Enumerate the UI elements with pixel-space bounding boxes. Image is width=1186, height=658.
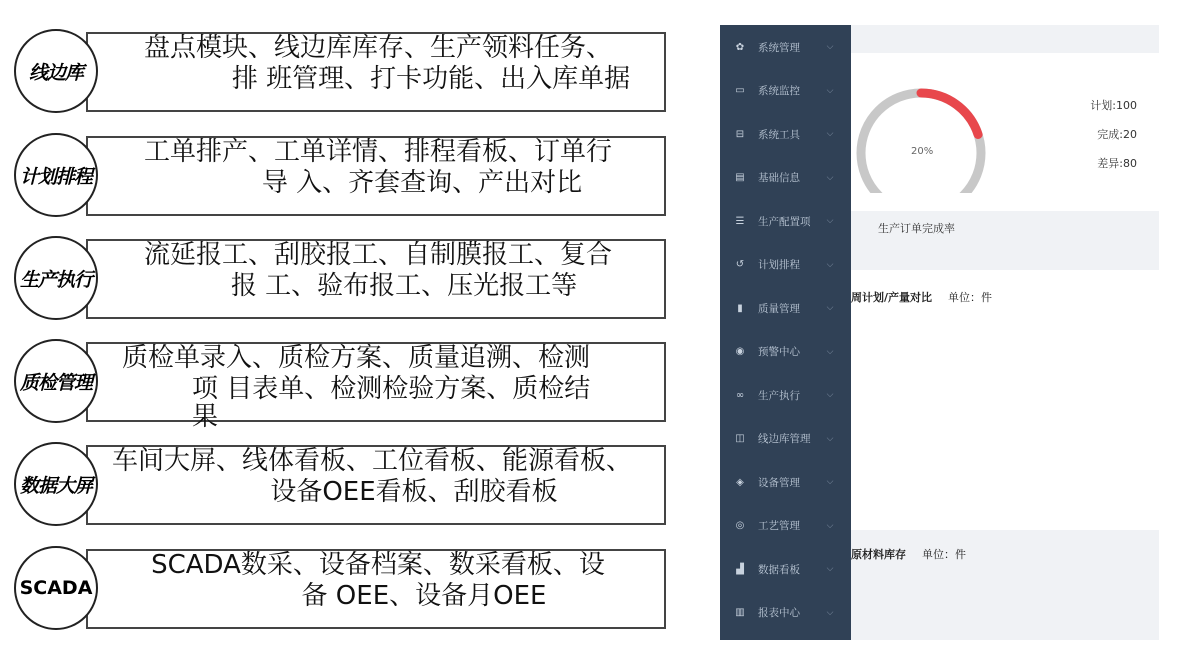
toolbox-icon: ⊟ <box>735 128 745 140</box>
weekly-unit: 单位：件 <box>948 291 993 304</box>
sidebar-item-system-management[interactable] <box>720 25 851 69</box>
module-description <box>98 343 682 433</box>
module-desc-line: 车间大屏、线体看板、工位看板、能源看板、 <box>111 446 632 476</box>
module-production-execution <box>14 234 656 320</box>
sidebar-item-label: 报表中心 <box>758 607 800 619</box>
stat-plan: 计划:100 <box>1090 99 1137 112</box>
sidebar-item-label: 生产执行 <box>758 389 800 402</box>
chevron-down-icon: ⌵ <box>826 433 834 444</box>
document-icon: ▤ <box>735 172 745 183</box>
module-data-screen <box>14 440 656 526</box>
book-icon: ◫ <box>735 433 745 444</box>
completion-panel <box>851 53 1159 235</box>
material-title <box>851 546 966 562</box>
sidebar-item-label: 系统管理 <box>758 41 800 54</box>
donut-caption: 生产订单完成率 <box>878 222 955 235</box>
sidebar-item-label: 预警中心 <box>758 346 800 358</box>
chevron-down-icon: ⌵ <box>826 477 834 487</box>
chevron-down-icon: ⌵ <box>826 607 834 618</box>
module-name: 计划排程 <box>19 165 92 188</box>
module-badge <box>14 339 98 423</box>
module-description <box>98 33 658 95</box>
sidebar-item-label: 设备管理 <box>758 476 800 489</box>
module-description <box>92 446 652 508</box>
module-desc-line: 果 <box>192 402 219 432</box>
sidebar-item-production-execution[interactable] <box>720 373 851 417</box>
sidebar-item-label: 基础信息 <box>758 172 800 184</box>
donut-chart <box>851 53 991 193</box>
module-name: 线边库 <box>28 61 83 84</box>
module-badge <box>14 133 98 217</box>
main-content <box>851 25 1159 640</box>
file-icon: ▮ <box>737 302 743 314</box>
sidebar-item-label: 系统监控 <box>758 85 800 97</box>
bar-chart-icon: ▟ <box>736 563 744 575</box>
sidebar-item-label: 数据看板 <box>758 563 800 576</box>
module-desc-line: 备 OEE、设备月OEE <box>301 581 547 611</box>
sidebar-item-label: 工艺管理 <box>758 520 800 532</box>
chevron-down-icon: ⌵ <box>826 564 834 574</box>
sidebar-item-label: 计划排程 <box>758 259 800 271</box>
gear-icon: ✿ <box>735 41 745 53</box>
chevron-down-icon: ⌵ <box>826 129 834 139</box>
module-planning <box>14 131 656 217</box>
sidebar-item-report-center[interactable] <box>720 591 851 635</box>
sidebar-item-planning[interactable] <box>720 243 851 287</box>
chevron-down-icon: ⌵ <box>826 172 834 183</box>
weekly-panel <box>851 270 1159 530</box>
sidebar-item-process[interactable] <box>720 504 851 548</box>
weekly-title-text: 周计划/产量对比 <box>851 291 933 304</box>
stat-done: 完成:20 <box>1097 128 1137 141</box>
module-desc-line: SCADA数采、设备档案、数采看板、设 <box>151 550 605 580</box>
sidebar-item-basic-info[interactable] <box>720 156 851 200</box>
sidebar-item-alert-center[interactable] <box>720 330 851 374</box>
history-icon: ↺ <box>735 259 745 270</box>
module-badge <box>14 29 98 113</box>
module-description <box>98 550 658 612</box>
material-title-text: 原材料库存 <box>851 548 906 561</box>
chevron-down-icon: ⌵ <box>826 259 834 270</box>
sidebar-item-line-side-warehouse[interactable] <box>720 417 851 461</box>
module-name: SCADA <box>19 577 93 599</box>
module-description <box>98 240 658 302</box>
module-name: 生产执行 <box>19 268 92 291</box>
module-scada <box>14 544 656 630</box>
infinity-icon: ∞ <box>735 389 745 401</box>
module-quality <box>14 337 656 432</box>
sidebar-item-quality[interactable] <box>720 286 851 330</box>
module-description <box>98 137 658 199</box>
layers-icon: ◈ <box>736 476 744 488</box>
module-name: 数据大屏 <box>19 474 92 497</box>
module-desc-line: 设备OEE看板、刮胶看板 <box>270 477 558 507</box>
circle-icon: ◎ <box>735 520 745 531</box>
chevron-down-icon: ⌵ <box>826 42 834 52</box>
sidebar-item-label: 线边库管理 <box>758 433 811 445</box>
module-desc-line: 排 班管理、打卡功能、出入库单据 <box>231 64 631 94</box>
sidebar <box>720 25 851 640</box>
chevron-down-icon: ⌵ <box>826 85 834 96</box>
module-desc-line: 导 入、齐套查询、产出对比 <box>261 168 583 198</box>
alert-icon: ◉ <box>735 346 745 357</box>
sidebar-item-data-board[interactable] <box>720 547 851 591</box>
completion-donut <box>851 84 991 234</box>
material-panel <box>851 530 1159 640</box>
module-desc-line: 项 目表单、检测检验方案、质检结 <box>192 374 591 404</box>
sidebar-item-production-config[interactable] <box>720 199 851 243</box>
module-line-side-warehouse <box>14 27 656 113</box>
stat-diff: 差异:80 <box>1097 157 1137 170</box>
chevron-down-icon: ⌵ <box>826 216 834 226</box>
monitor-icon: ▭ <box>735 85 745 96</box>
module-badge <box>14 442 98 526</box>
module-desc-line: 质检单录入、质检方案、质量追溯、检测 <box>122 343 591 373</box>
chevron-down-icon: ⌵ <box>826 346 834 357</box>
module-desc-line: 工单排产、工单详情、排程看板、订单行 <box>143 137 612 167</box>
module-desc-line: 报 工、验布报工、压光报工等 <box>230 271 578 301</box>
material-unit: 单位：件 <box>922 548 966 561</box>
app-window <box>720 25 1159 640</box>
sidebar-item-label: 系统工具 <box>758 128 800 141</box>
module-name: 质检管理 <box>19 371 92 394</box>
sidebar-item-system-monitor[interactable] <box>720 69 851 113</box>
chevron-down-icon: ⌵ <box>826 390 834 400</box>
module-desc-line: 盘点模块、线边库库存、生产领料任务、 <box>143 33 612 63</box>
weekly-title <box>851 289 992 305</box>
sidebar-item-label: 生产配置项 <box>758 215 811 228</box>
sidebar-item-equipment[interactable] <box>720 460 851 504</box>
report-icon: ▥ <box>735 607 745 618</box>
sidebar-item-label: 质量管理 <box>758 302 800 315</box>
sidebar-item-system-tools[interactable] <box>720 112 851 156</box>
chevron-down-icon: ⌵ <box>826 303 834 313</box>
module-badge <box>14 236 98 320</box>
list-icon: ☰ <box>735 215 745 227</box>
module-badge <box>14 546 98 630</box>
donut-percent-label: 20% <box>911 146 934 157</box>
chevron-down-icon: ⌵ <box>826 520 834 531</box>
module-desc-line: 流延报工、刮胶报工、自制膜报工、复合 <box>143 240 612 270</box>
